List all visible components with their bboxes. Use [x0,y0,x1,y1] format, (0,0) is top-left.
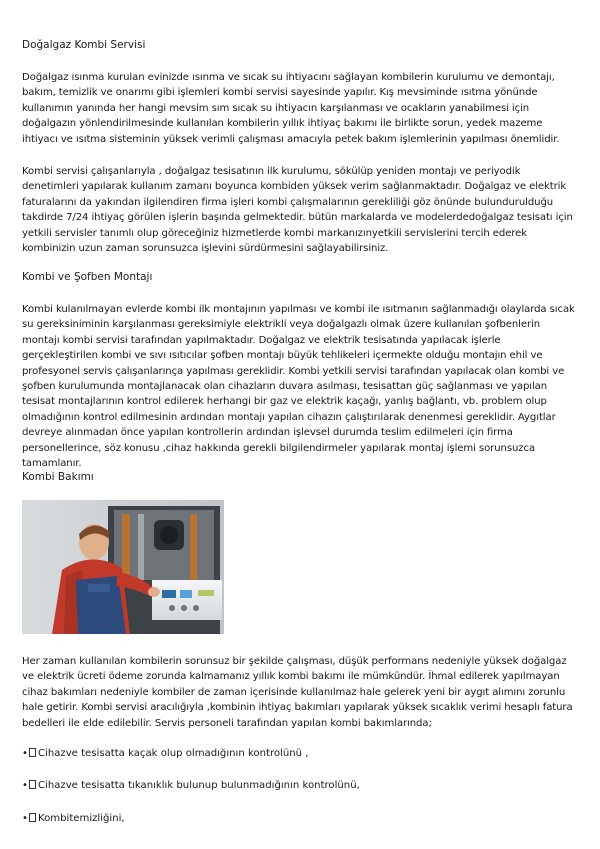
section-heading-montaj: Kombi ve Şofben Montajı [22,271,153,283]
photo-illustration [22,500,224,634]
paragraph-text: Kombi servisi çalışanlarıyla , doğalgaz tesisatının ilk kurulumu, sökülüp yeniden montajı ve periyodik denetimleri yapılarak kullanım zamanı boyunca kombiden yüksek verim sağlanmaktadır. Doğalgaz ve elektrik faturalarını da yakından ilgilendiren firma işleri kombi çalışmalarının gerekliliği göz önünde bulundurulduğu takdirde 7/24 ihtiyaç görülen işlerin başında gelmektedir. bütün markalarda ve modelerdedoğalgaz tesisatı için yetkili servisler tanımlı olup göreceğiniz hizmetlerde kombi markanızınyetkili servislerini tercih ederek kombinizin uzun zaman sorunsuzca işlevini sürdürmesini sağlayabilirsiniz. [22,166,573,255]
paragraph-text: Her zaman kullanılan kombilerin sorunsuz bir şekilde çalışması, düşük performans nedeniyle yüksek doğalgaz ve elektrik ücreti ödeme zorunda kalmamanız yıllık kombi bakımı ile mümkündür. İhmal edilerek yapılmayan cihaz bakımları nedeniyle kombiler de zaman içerisinde kullanılmaz hale gelerek yeni bir aygıt alımını zorunlu hale getirir. Kombi servisi aracılığıyla ,kombinin ihtiyaç bakımları yapılarak yüksek sıcaklık verimi hesaplı fatura bedelleri ile elde edilebilir. Servis personeli tarafından yapılan kombi bakımlarında; [22,656,573,729]
montaj-paragraph [22,302,578,471]
bakim-paragraph [22,654,578,731]
bullet-dot: • [22,780,28,791]
bullet-word: Cihaz [37,780,66,791]
bullet-item [22,778,360,793]
missing-glyph-icon [29,813,36,822]
bullet-text: ve tesisatta tıkanıklık bulunup bulunmadığının kontrolünü, [65,780,360,791]
document-title: Doğalgaz Kombi Servisi [22,39,146,51]
paragraph-text: Kombi kulanılmayan evlerde kombi ilk montajının yapılması ve kombi ile ısıtmanın sağlanmadığı olaylarda sıcak su gereksiniminin karşılanması gereksimiyle elektrikli veya doğalgazlı olmak üzere kullanılan şofbenlerin montajı kombi servisi tarafından yapılmaktadır. Doğalgaz ve elektrik tesisatında yapılacak işlerle gerçekleştirilen kombi ve sıvı ısıtıcılar şofben montajı büyük tehlikeleri içermekte olduğu montajın ehil ve profesyonel servis çalışanlarınça yapılması gereklidir. Kombi yetkili servisi tarafından yapılacak olan kombi ve şofben kurulumunda montajlanacak olan cihazların duvara asılması, tesisattan güç sağlanması ve yapılan tesisat montajlarının kontrol edilerek herhangi bir gaz ve elektrik kaçağı, yanlış bağlantı, vb. problem olup olmadığının kontrol edilmesinin ardından montajı yapılan cihazın çalıştırılarak denenmesi gereklidir. Aygıtlar devreye alınmadan önce yapılan kontrollerin ardından işlevsel durumda teslim edilmeleri için firma personellerince, söz konusu ,cihaz hakkında gerekli bilgilendirmeler yapılarak montaj işlemi sorunsuzca tamamlanır. [22,304,575,470]
service-paragraph [22,164,578,256]
bullet-text: temizliğini, [69,813,125,824]
bullet-item [22,746,308,761]
bullet-word: Kombi [37,813,70,824]
missing-glyph-icon [29,748,36,757]
paragraph-text: Doğalgaz ısınma kurulan evinizde ısınma ve sıcak su ihtiyacını sağlayan kombilerin kurulumu ve demontajı, bakım, temizlik ve onarımı gibi işlemleri kombi servisi sayesinde yapılır. Kış mevsiminde ısıtma yönünde kullanımın yanında her hangi mevsim sım sıcak su ihtiyacın karşılanması ve ocakların yanabilmesi için doğalgazın yönlendirilmesinde kullanılan kombilerin yıllık ihtiyaç bakımı ile birlikte sorun, yedek mazeme ihtiyacı ve ısıtma sisteminin yüksek verimli çalışması amacıyla petek bakım işlemlerinin yapılması önemlidir. [22,72,560,145]
bullet-item [22,811,125,826]
bullet-text: ve tesisatta kaçak olup olmadığının kontrolünü , [65,748,309,759]
bullet-word: Cihaz [37,748,66,759]
bullet-dot: • [22,813,28,824]
section-heading-bakim: Kombi Bakımı [22,471,94,483]
missing-glyph-icon [29,780,36,789]
technician-boiler-photo [22,500,224,634]
intro-paragraph [22,70,578,147]
bullet-dot: • [22,748,28,759]
